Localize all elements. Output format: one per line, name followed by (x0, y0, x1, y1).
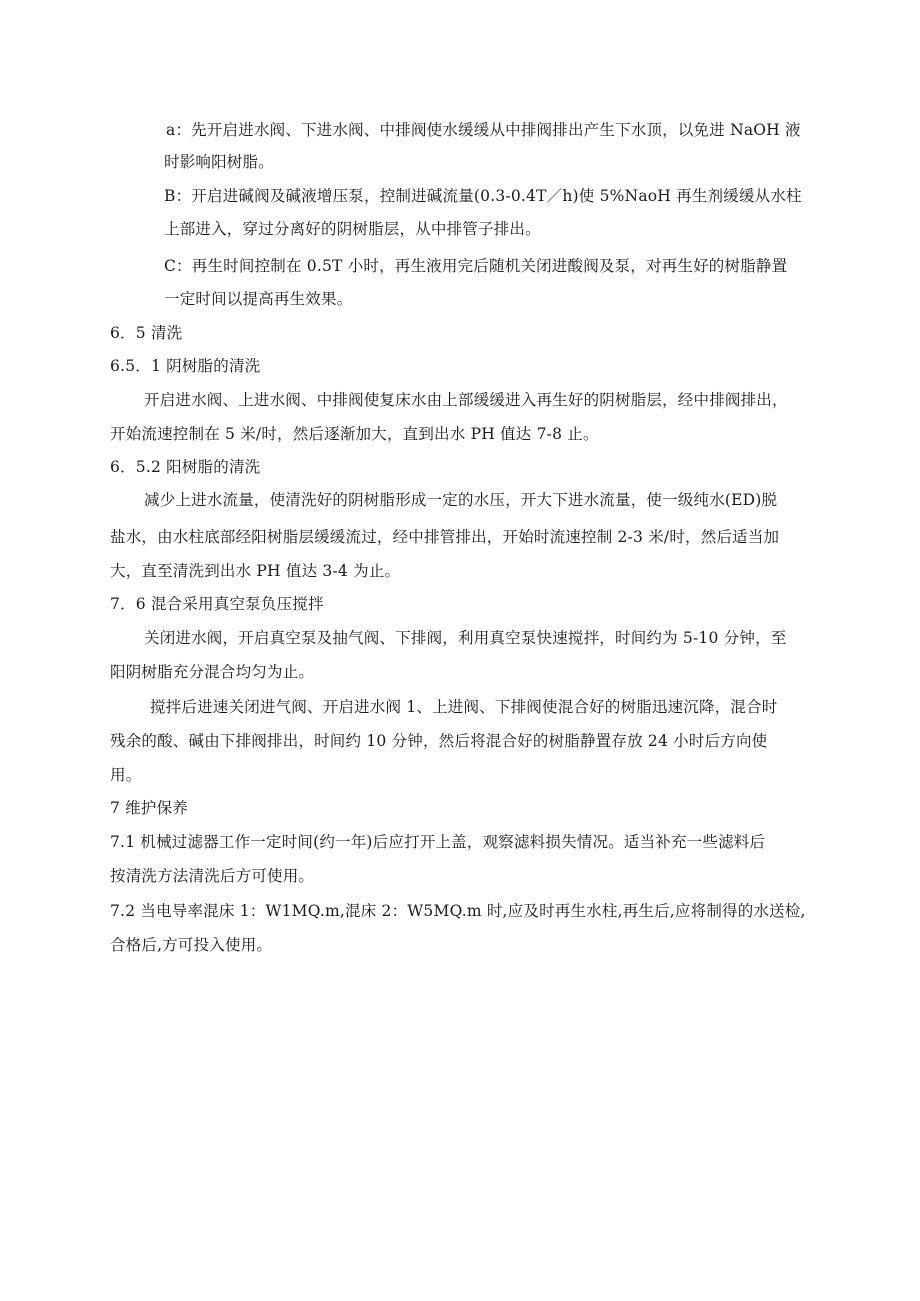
text-line: a：先开启进水阀、下进水阀、中排阀使水缓缓从中排阀排出产生下水顶，以免进 NaOH 液 (166, 121, 801, 139)
subsection-heading: 6.5．1 阴树脂的清洗 (110, 357, 261, 375)
subsection-heading: 6．5.2 阳树脂的清洗 (110, 458, 261, 476)
text-line: 大，直至清洗到出水 PH 值达 3-4 为止。 (110, 562, 401, 580)
section-heading: 7 维护保养 (110, 799, 188, 817)
text-line: 用。 (110, 766, 142, 784)
text-line: 按清洗方法清洗后方可使用。 (110, 867, 315, 885)
text-line: 减少上进水流量，使清洗好的阴树脂形成一定的水压，开大下进水流量，使一级纯水(ED)脱 (144, 491, 778, 509)
text-line: C：再生时间控制在 0.5T 小时，再生液用完后随机关闭进酸阀及泵，对再生好的树脂静置 (164, 257, 788, 275)
text-line: 搅拌后进速关闭进气阀、开启进水阀 1、上进阀、下排阀使混合好的树脂迅速沉降，混合时 (150, 698, 778, 716)
text-line: 7.1 机械过滤器工作一定时间(约一年)后应打开上盖，观察滤料损失情况。适当补充一些滤料后 (110, 833, 766, 851)
text-line: 上部进入，穿过分离好的阴树脂层，从中排管子排出。 (164, 220, 541, 238)
text-line: 7.2 当电导率混床 1：W1MQ.m,混床 2：W5MQ.m 时,应及时再生水柱,再生后,应将制得的水送检, (110, 902, 806, 920)
text-line: 阳阴树脂充分混合均匀为止。 (110, 663, 315, 681)
text-line: 开启进水阀、上进水阀、中排阀使复床水由上部缓缓进入再生好的阴树脂层，经中排阀排出， (144, 391, 788, 409)
text-line: 盐水，由水柱底部经阳树脂层缓缓流过，经中排管排出，开始时流速控制 2-3 米/时，然后适当加 (110, 528, 780, 546)
text-line: 时影响阳树脂。 (164, 153, 274, 171)
text-line: 残余的酸、碱由下排阀排出，时间约 10 分钟，然后将混合好的树脂静置存放 24 小时后方向使 (110, 732, 768, 750)
text-line: 关闭进水阀，开启真空泵及抽气阀、下排阀，利用真空泵快速搅拌，时间约为 5-10 分钟，至 (144, 629, 787, 647)
text-line: 一定时间以提高再生效果。 (164, 290, 353, 308)
section-heading: 7．6 混合采用真空泵负压搅拌 (110, 595, 324, 613)
text-line: 合格后,方可投入使用。 (110, 936, 273, 954)
text-line: B：开启进碱阀及碱液增压泵，控制进碱流量(0.3-0.4T／h)使 5%NaoH 再生剂缓缓从水柱 (164, 187, 802, 205)
section-heading: 6．5 清洗 (110, 324, 183, 342)
text-line: 开始流速控制在 5 米/时，然后逐渐加大，直到出水 PH 值达 7-8 止。 (110, 425, 599, 443)
